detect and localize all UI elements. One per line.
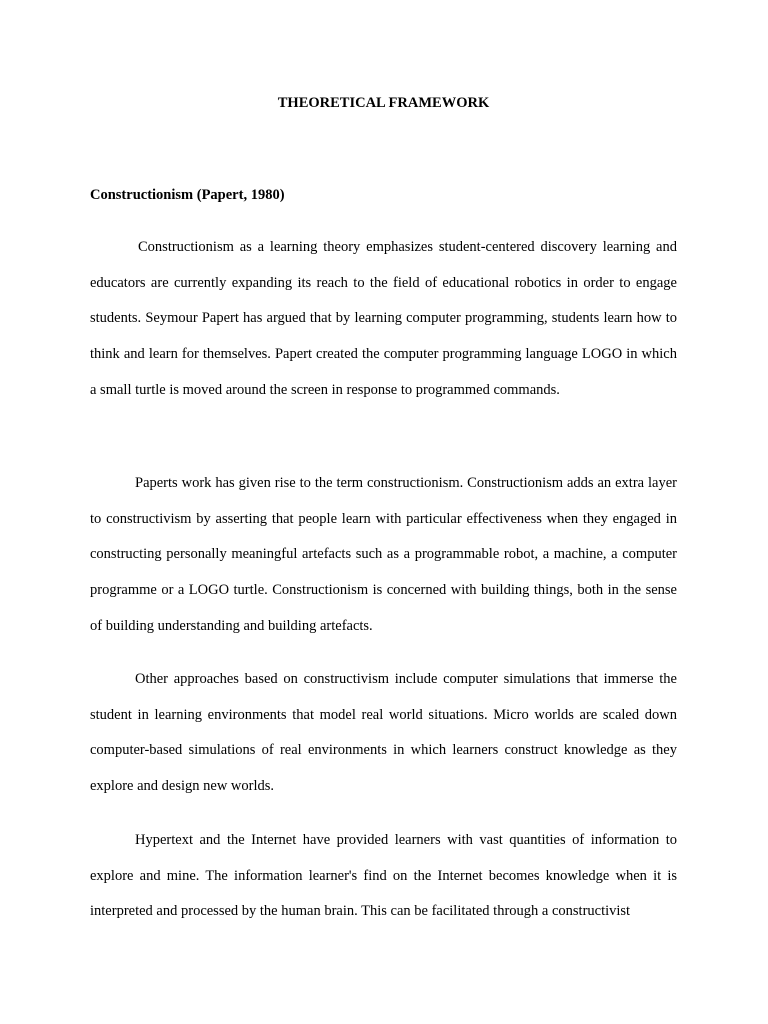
paragraph-2: Paperts work has given rise to the term constructionism. Constructionism adds an extra layer to constructivism by asserting that people learn with particular effectiveness when they engaged in constructing personally meaningful artefacts such as a programmable robot, a machine, a computer programme or a LOGO turtle. Constructionism is concerned with building things, both in the sense of building understanding and building artefacts. [90,475,677,634]
document-title: THEORETICAL FRAMEWORK [277,95,490,111]
document-page [90,0,677,1024]
section-heading: Constructionism (Papert, 1980) [90,187,285,203]
paragraph-1: Constructionism as a learning theory emphasizes student-centered discovery learning and educators are currently expanding its reach to the field of educational robotics in order to engage students. Seymour Papert has argued that by learning computer programming, students learn how to think and learn for themselves. Papert created the computer programming language LOGO in which a small turtle is moved around the screen in response to programmed commands. [90,239,677,398]
paragraph-3: Other approaches based on constructivism include computer simulations that immerse the student in learning environments that model real world situations. Micro worlds are scaled down computer-based simulations of real environments in which learners construct knowledge as they explore and design new worlds. [90,671,677,795]
paragraph-4: Hypertext and the Internet have provided learners with vast quantities of information to explore and mine. The information learner's find on the Internet becomes knowledge when it is interpreted and processed by the human brain. This can be facilitated through a constructivist [90,832,677,920]
